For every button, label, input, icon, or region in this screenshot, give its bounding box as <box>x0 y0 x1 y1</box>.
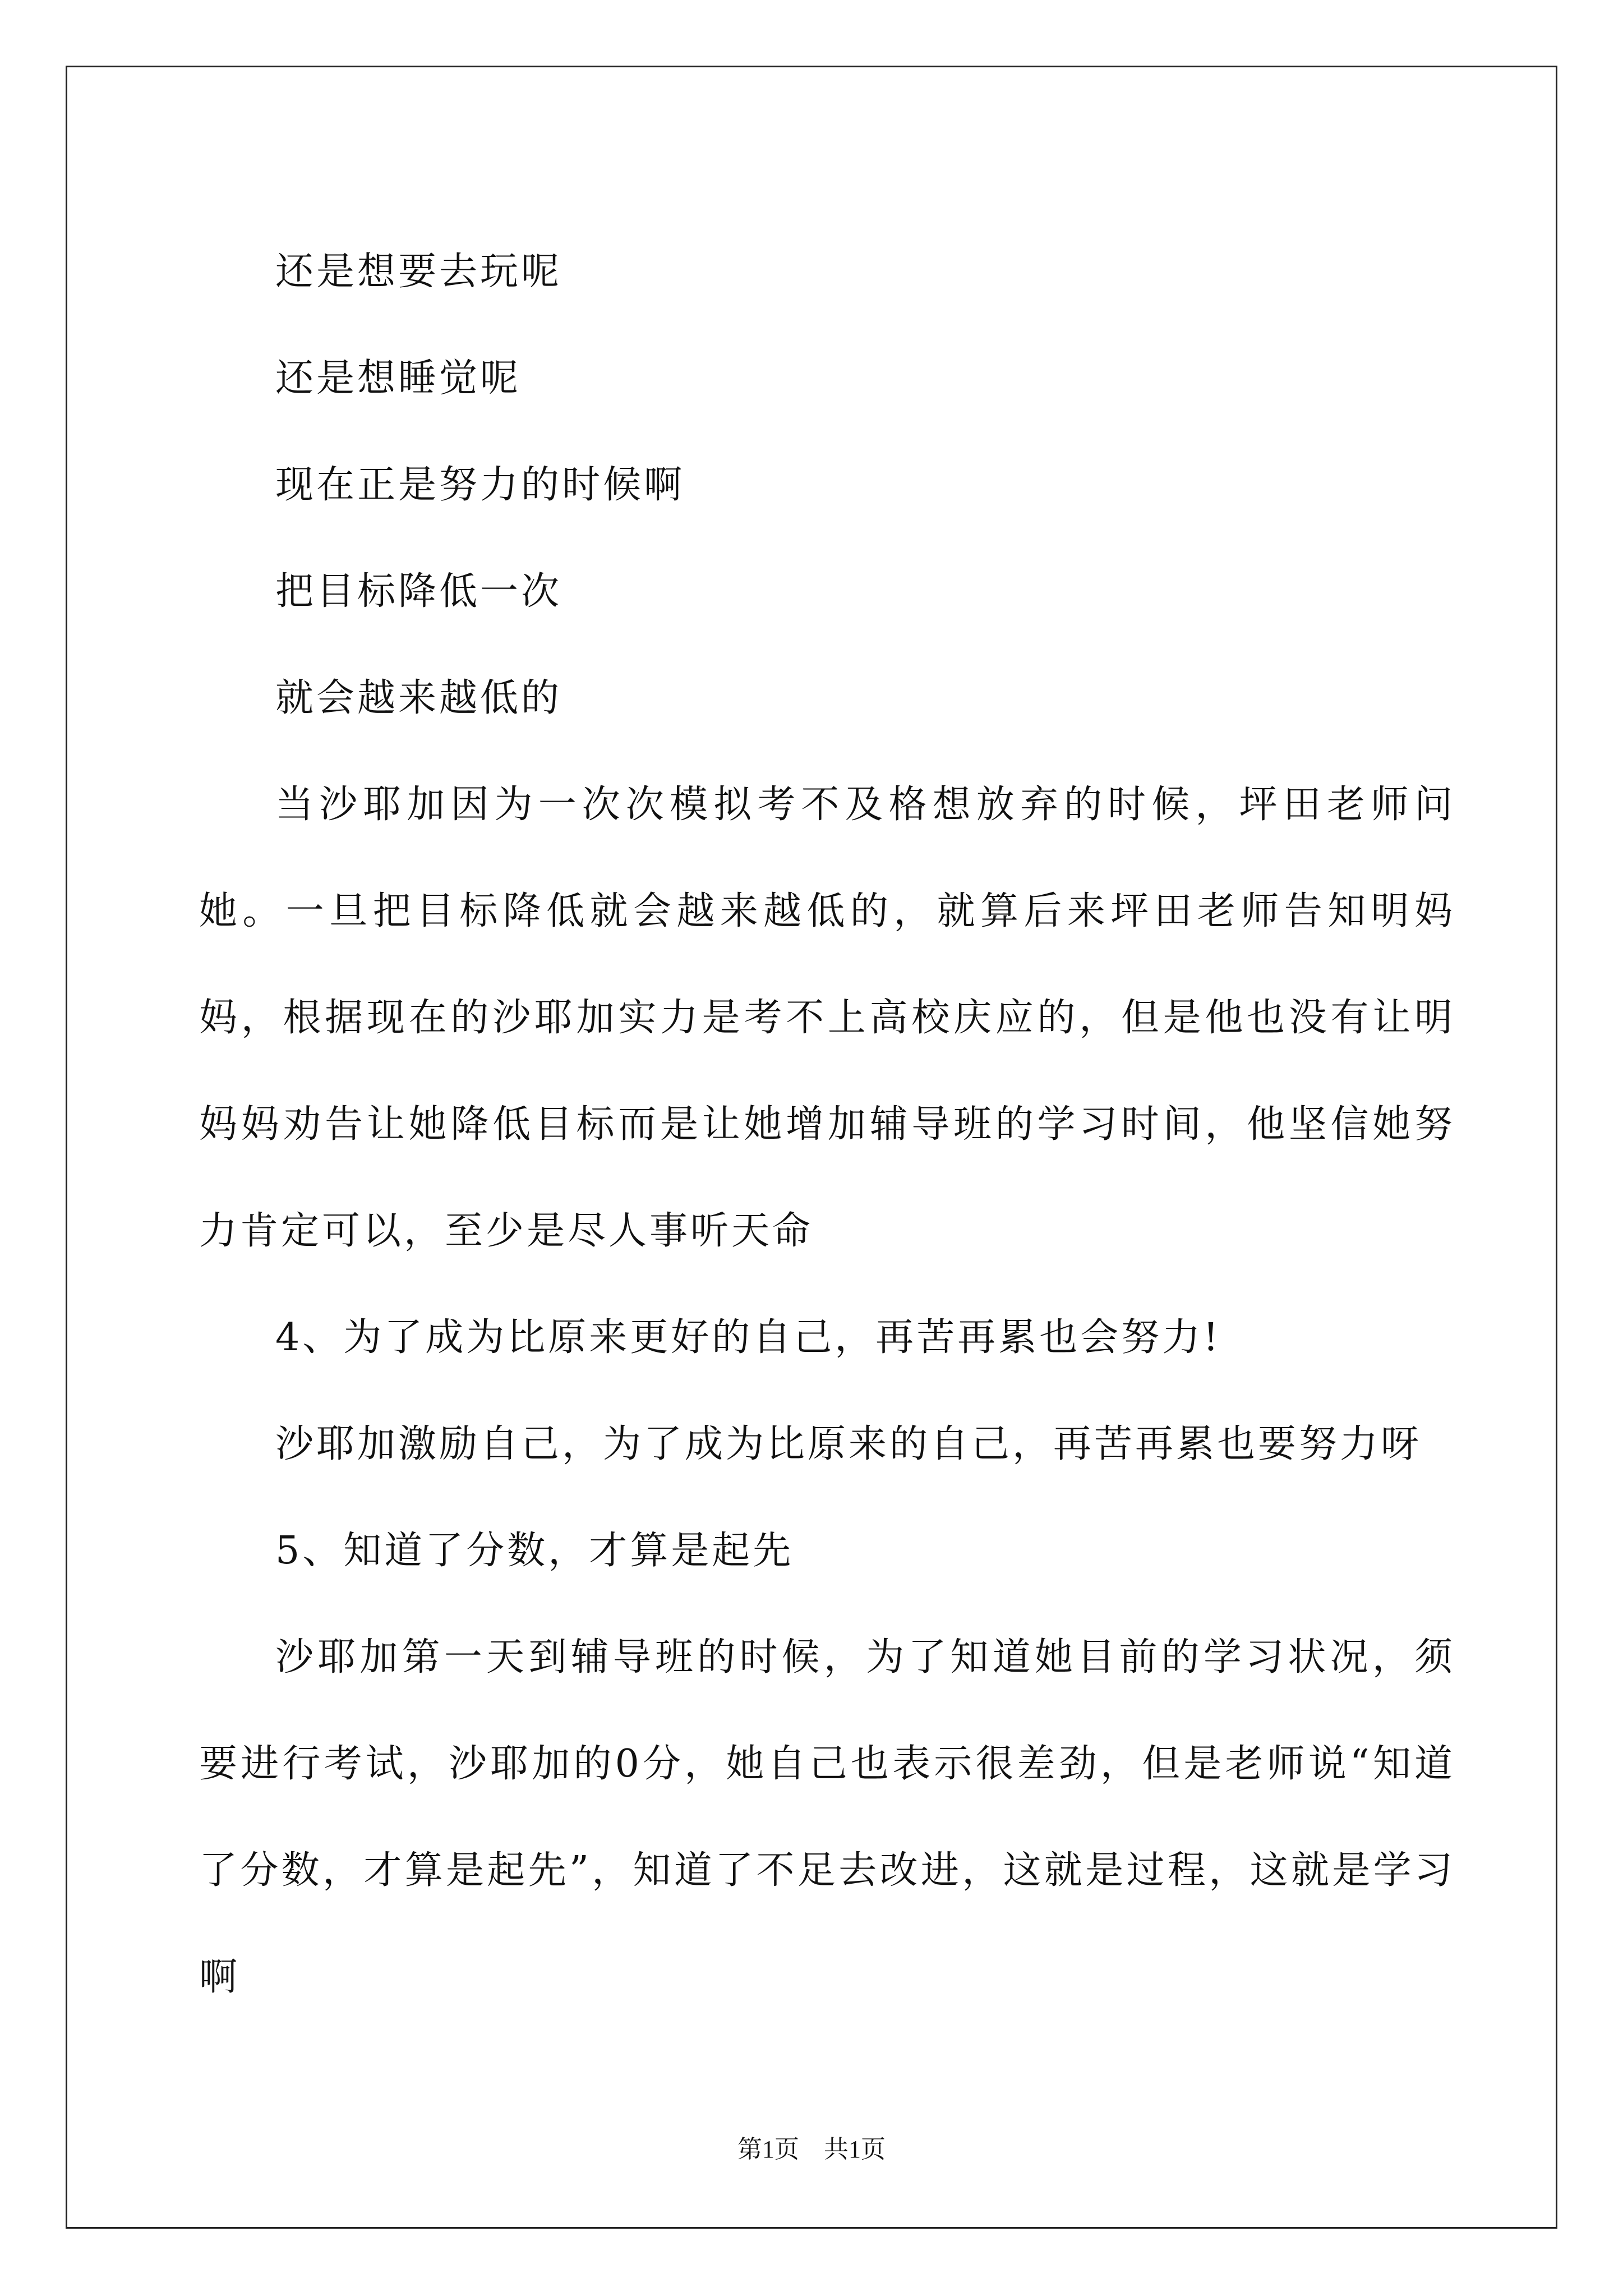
paragraph: 现在正是努力的时候啊 <box>275 463 685 507</box>
paragraph: 就会越来越低的 <box>275 676 562 720</box>
paragraph: 还是想睡觉呢 <box>275 356 522 401</box>
paragraph: 5、知道了分数，才算是起先 <box>275 1529 794 1573</box>
paragraph: 沙耶加激励自己，为了成为比原来的自己，再苦再累也要努力呀 <box>275 1422 1422 1466</box>
page-number-footer: 第1页 共1页 <box>737 2136 886 2163</box>
document-body <box>199 219 1455 2031</box>
paragraph: 4、为了成为比原来更好的自己，再苦再累也会努力! <box>275 1315 1221 1360</box>
paragraph: 把目标降低一次 <box>275 569 562 614</box>
paragraph: 沙耶加第一天到辅导班的时候，为了知道她目前的学习状况，须要进行考试，沙耶加的0分，她自己也表示很差劲，但是老师说“知道了分数，才算是起先”，知道了不足去改进，这就是过程，这就是学习啊 <box>199 1635 1455 1999</box>
paragraph: 当沙耶加因为一次次模拟考不及格想放弃的时候，坪田老师问她。一旦把目标降低就会越来越低的，就算后来坪田老师告知明妈妈，根据现在的沙耶加实力是考不上高校庆应的，但是他也没有让明妈妈劝告让她降低目标而是让她增加辅导班的学习时间，他坚信她努力肯定可以，至少是尽人事听天命 <box>199 783 1455 1253</box>
paragraph: 还是想要去玩呢 <box>275 250 562 294</box>
